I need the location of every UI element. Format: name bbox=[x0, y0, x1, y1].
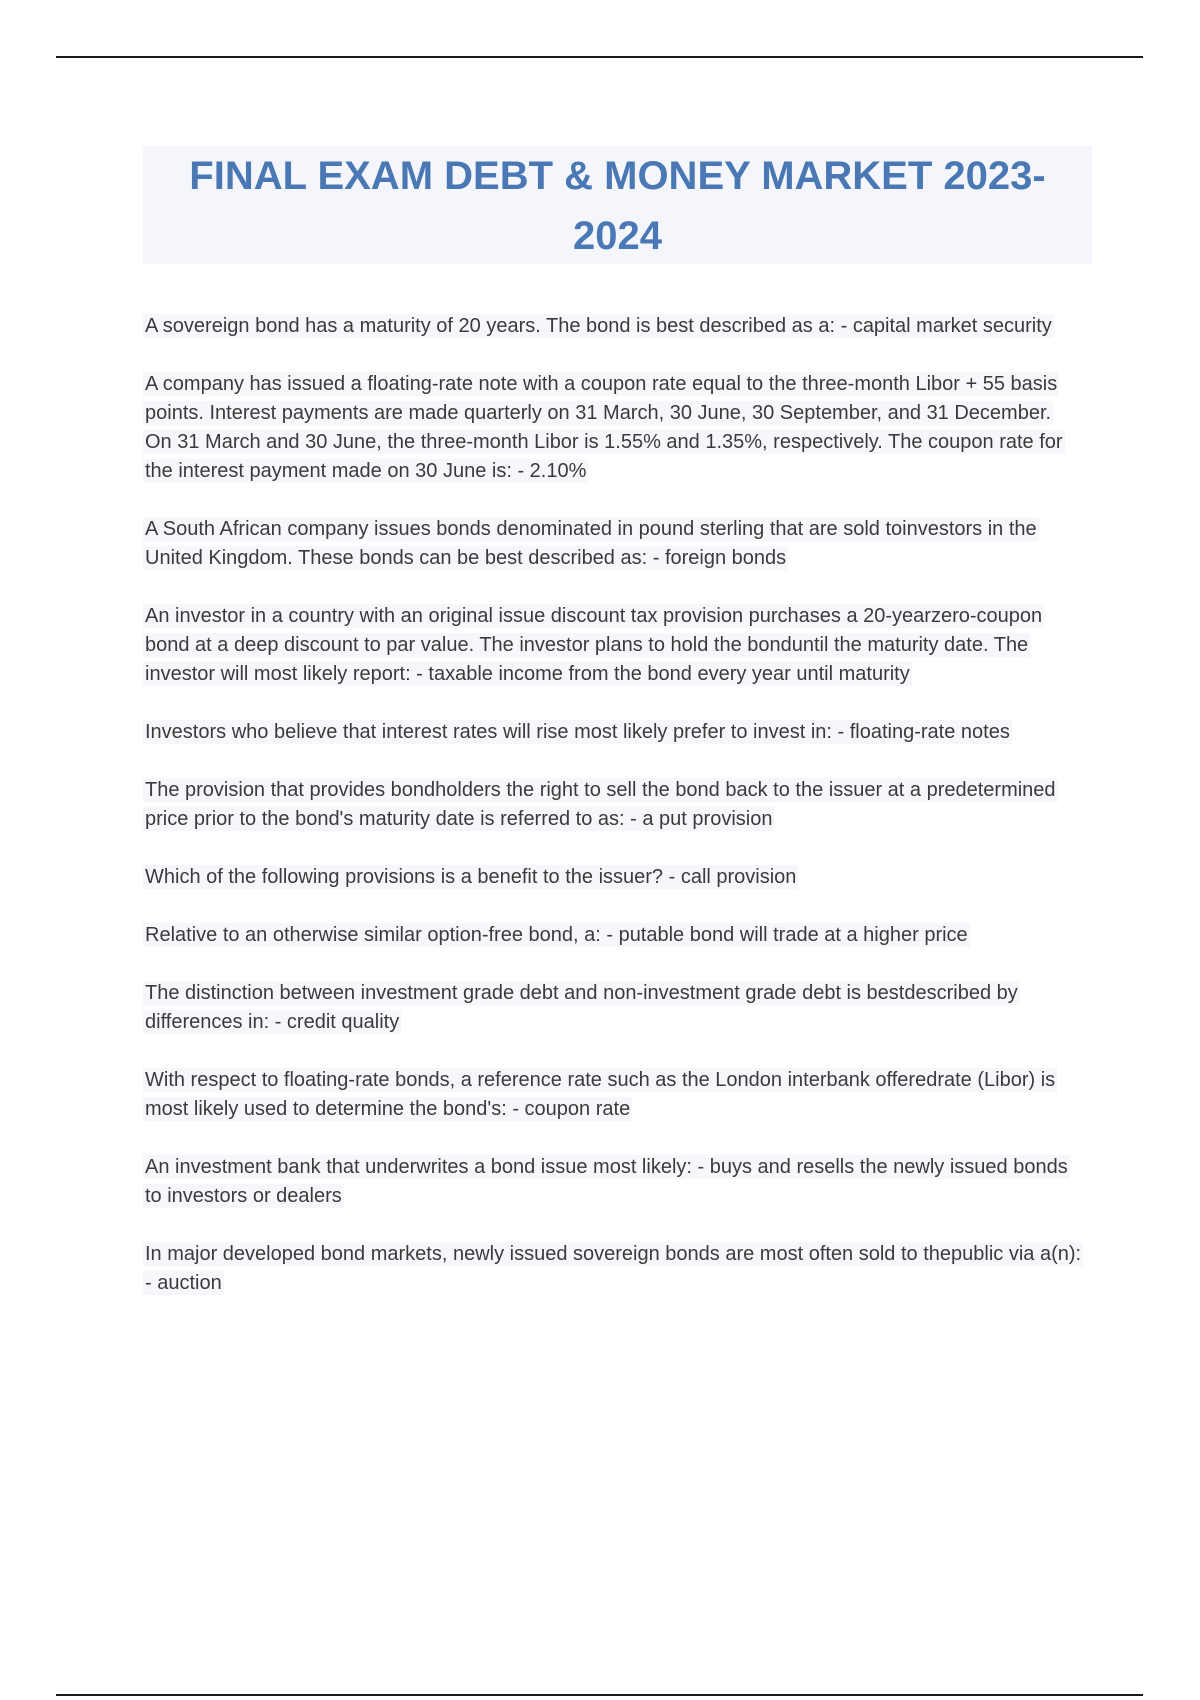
question-item bbox=[143, 312, 1083, 341]
question-text: Investors who believe that interest rates will rise most likely prefer to invest in: - floating-rate notes bbox=[145, 721, 1010, 743]
question-text: Relative to an otherwise similar option-free bond, a: - putable bond will trade at a higher price bbox=[145, 924, 968, 946]
top-divider bbox=[56, 56, 1143, 58]
question-item bbox=[143, 1066, 1083, 1124]
question-item bbox=[143, 776, 1083, 834]
question-item bbox=[143, 1240, 1083, 1298]
question-list bbox=[143, 312, 1083, 1327]
question-item bbox=[143, 718, 1083, 747]
question-item bbox=[143, 863, 1083, 892]
bottom-divider bbox=[56, 1694, 1143, 1696]
question-text: A company has issued a floating-rate note with a coupon rate equal to the three-month Libor + 55 basis points. Interest payments are made quarterly on 31 March, 30 June, 30 September, and 31 December. On 31 March and 30 June, the three-month Libor is 1.55% and 1.35%, respectively. The coupon rate for the interest payment made on 30 June is: - 2.10% bbox=[145, 373, 1063, 482]
question-text: A South African company issues bonds denominated in pound sterling that are sold toinvestors in the United Kingdom. These bonds can be best described as: - foreign bonds bbox=[145, 518, 1037, 569]
question-text: With respect to floating-rate bonds, a reference rate such as the London interbank offeredrate (Libor) is most likely used to determine the bond's: - coupon rate bbox=[145, 1069, 1056, 1120]
question-item bbox=[143, 1153, 1083, 1211]
question-text: An investor in a country with an original issue discount tax provision purchases a 20-yearzero-coupon bond at a deep discount to par value. The investor plans to hold the bonduntil the maturity date. The investor will most likely report: - taxable income from the bond every year until maturity bbox=[145, 605, 1043, 685]
question-item bbox=[143, 602, 1083, 689]
question-text: A sovereign bond has a maturity of 20 years. The bond is best described as a: - capital market security bbox=[145, 315, 1052, 337]
question-item bbox=[143, 515, 1083, 573]
title-banner bbox=[143, 146, 1092, 264]
question-text: The distinction between investment grade debt and non-investment grade debt is bestdescribed by differences in: - credit quality bbox=[145, 982, 1018, 1033]
question-text: An investment bank that underwrites a bond issue most likely: - buys and resells the newly issued bonds to investors or dealers bbox=[145, 1156, 1068, 1207]
question-text: The provision that provides bondholders the right to sell the bond back to the issuer at a predetermined price prior to the bond's maturity date is referred to as: - a put provision bbox=[145, 779, 1056, 830]
question-text: Which of the following provisions is a benefit to the issuer? - call provision bbox=[145, 866, 797, 888]
question-item bbox=[143, 979, 1083, 1037]
question-item bbox=[143, 370, 1083, 486]
question-text: In major developed bond markets, newly issued sovereign bonds are most often sold to thepublic via a(n): - auction bbox=[145, 1243, 1082, 1294]
document-title: FINAL EXAM DEBT & MONEY MARKET 2023-2024 bbox=[189, 154, 1046, 258]
question-item bbox=[143, 921, 1083, 950]
